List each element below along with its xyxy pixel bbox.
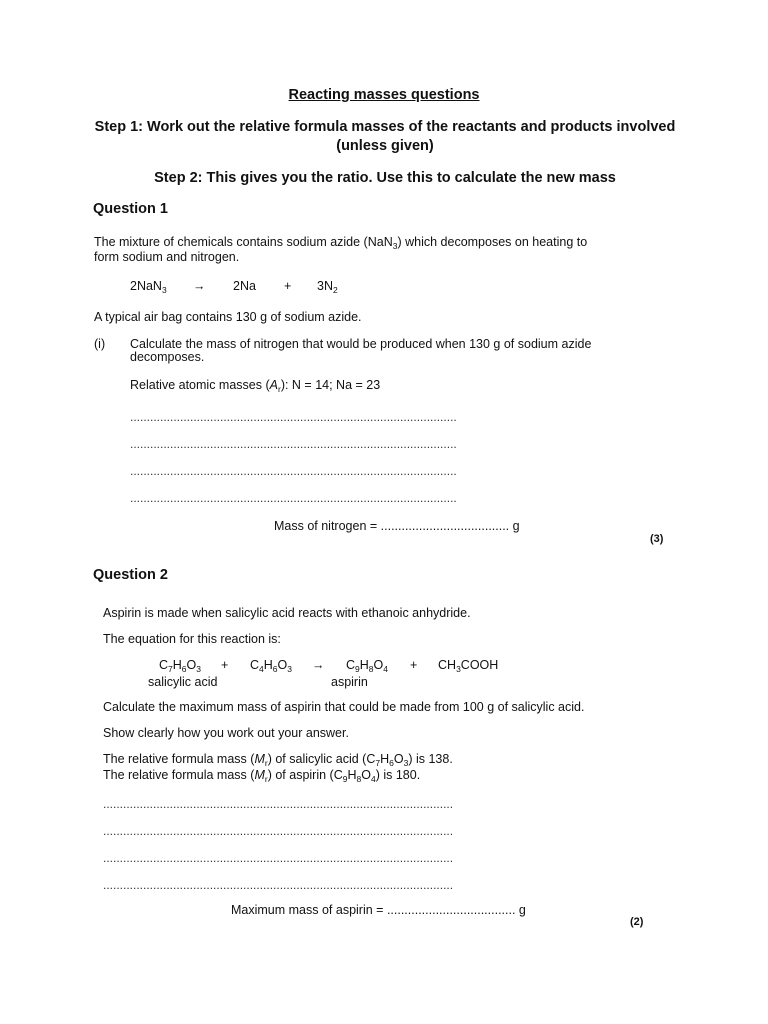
q1-part-text-line1: Calculate the mass of nitrogen that would be produced when 130 g of sodium azide [130, 337, 592, 351]
q1-equation-plus: + [284, 279, 292, 293]
q2-calculate-instruction: Calculate the maximum mass of aspirin that could be made from 100 g of salicylic acid. [103, 700, 585, 714]
q2-answer-line[interactable]: ......................................................................................................... [103, 878, 454, 892]
q2-answer-line[interactable]: ......................................................................................................... [103, 851, 454, 865]
q2-equation-salicylic-acid: $C_7H_6O_3$ [159, 658, 201, 674]
step-2-instruction: Step 2: This gives you the ratio. Use this to calculate the new mass [154, 170, 616, 186]
step-1-instruction: Step 1: Work out the relative formula masses of the reactants and products involved (unless given) [94, 119, 676, 154]
q2-equation-plus-1: + [221, 658, 229, 672]
q2-rfm-salicylic-acid: The relative formula mass $(M_r)$ of salicylic acid $(C_7H_6O_3)$ is 138. [103, 752, 453, 768]
q1-equation-reactant: 2NaN$_3$ [130, 279, 167, 295]
q2-show-working-instruction: Show clearly how you work out your answer. [103, 726, 349, 740]
q2-equation-plus-2: + [410, 658, 418, 672]
q1-answer-line[interactable]: .................................................................................................. [130, 491, 457, 505]
question-2-heading: Question 2 [93, 567, 168, 583]
q1-equation-product-2: $3N_2$ [317, 279, 338, 295]
q1-answer-line[interactable]: .................................................................................................. [130, 437, 457, 451]
q2-maximum-mass-of-aspirin-answer[interactable]: Maximum mass of aspirin = ..................................... g [231, 903, 526, 917]
q1-intro-line2: form sodium and nitrogen. [94, 250, 240, 264]
q1-part-label: (i) [94, 337, 106, 351]
q1-answer-line[interactable]: .................................................................................................. [130, 464, 457, 478]
q2-answer-line[interactable]: ......................................................................................................... [103, 824, 454, 838]
question-1-heading: Question 1 [93, 201, 168, 217]
q2-label-salicylic-acid: salicylic acid [148, 675, 218, 689]
q2-intro: Aspirin is made when salicylic acid reacts with ethanoic anhydride. [103, 606, 471, 620]
page-title: Reacting masses questions [288, 87, 480, 103]
q2-marks: (2) [630, 916, 644, 928]
q1-relative-atomic-masses: Relative atomic masses $(A_r)$: N = 14; Na = 23 [130, 378, 381, 394]
q2-equation-arrow: → [312, 658, 325, 672]
q1-part-text-line2: decomposes. [130, 350, 205, 364]
q1-marks: (3) [650, 533, 664, 545]
q2-equation-ethanoic-anhydride: $C_4H_6O_3$ [250, 658, 292, 674]
q2-answer-line[interactable]: ......................................................................................................... [103, 797, 454, 811]
q1-equation-product-1: 2Na [233, 279, 256, 293]
q2-label-aspirin: aspirin [331, 675, 368, 689]
q1-intro-line1: The mixture of chemicals contains sodium azide (NaN$_3$) which decomposes on heating to [94, 235, 588, 251]
q2-equation-intro: The equation for this reaction is: [103, 632, 281, 646]
q1-mass-of-nitrogen-answer[interactable]: Mass of nitrogen = ..................................... g [274, 519, 520, 533]
q2-equation-ethanoic-acid: $CH_3COOH$ [438, 658, 499, 674]
q2-rfm-aspirin: The relative formula mass $(M_r)$ of aspirin $(C_9H_8O_4)$ is 180. [103, 768, 421, 784]
q2-equation-aspirin: $C_9H_8O_4$ [346, 658, 388, 674]
q1-airbag-statement: A typical air bag contains 130 g of sodium azide. [94, 310, 362, 324]
q1-equation-arrow: → [193, 279, 206, 293]
q1-answer-line[interactable]: .................................................................................................. [130, 410, 457, 424]
